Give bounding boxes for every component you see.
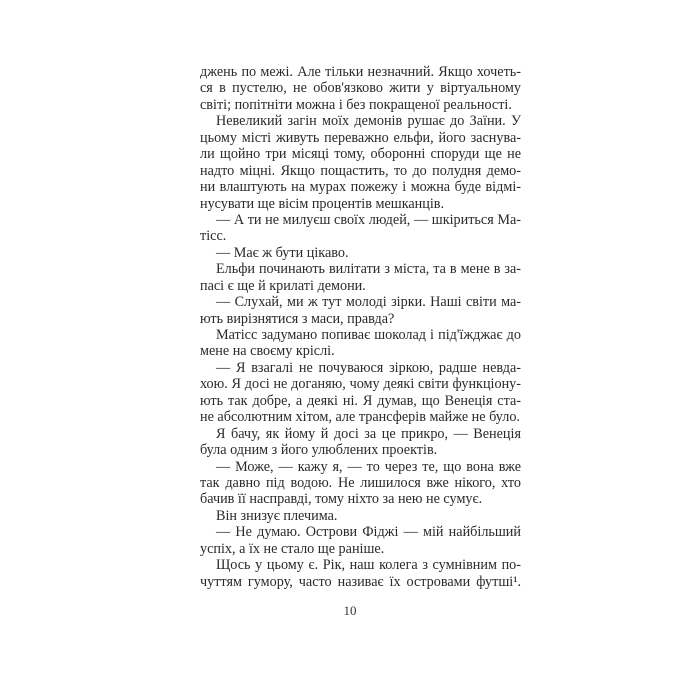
text-line: ли щойно три місяці тому, оборонні споруди ще не bbox=[200, 146, 521, 163]
text-line: Щось у цьому є. Рік, наш колега з сумнівним по- bbox=[216, 557, 521, 574]
text-line: тісс. bbox=[200, 228, 227, 245]
text-line: Я бачу, як йому й досі за це прикро, — Венеція bbox=[216, 425, 521, 442]
page-number: 10 bbox=[343, 603, 357, 618]
text-line: Ельфи починають вилітати з міста, та в мене в за- bbox=[216, 261, 521, 278]
text-line: надто міцні. Якщо пощастить, то до полудня демо- bbox=[200, 162, 521, 179]
text-line: була одним з його улюблених проектів. bbox=[200, 442, 438, 459]
text-line: Він знизує плечима. bbox=[216, 507, 338, 524]
text-line: ся в пустелю, не обов'язково жити у віртуальному bbox=[200, 80, 521, 97]
text-line: — Не думаю. Острови Фіджі — мій найбільший bbox=[216, 524, 521, 541]
page-body-text bbox=[200, 64, 521, 590]
text-line: Матісс задумано попиває шоколад і під'їжджає до bbox=[216, 327, 521, 343]
text-line: світі; попітніти можна і без покращеної реальності. bbox=[200, 96, 512, 113]
text-line: джень по межі. Але тільки незначний. Якщо хочеть- bbox=[200, 64, 521, 80]
text-line: хою. Я досі не доганяю, чому деякі світи функціону- bbox=[200, 376, 521, 393]
text-line: мене на своєму кріслі. bbox=[200, 343, 335, 360]
text-line: — Може, — кажу я, — то через те, що вона вже bbox=[216, 458, 521, 475]
text-line: нусувати ще вісім процентів мешканців. bbox=[200, 195, 445, 212]
text-line: так давно під водою. Не лишилося вже нікого, хто bbox=[200, 474, 521, 491]
text-line: — А ти не милуєш своїх людей, — шкіриться Ма- bbox=[216, 211, 521, 228]
text-line: цьому місті живуть переважно ельфи, його заснува- bbox=[200, 129, 521, 146]
text-line: — Має ж бути цікаво. bbox=[216, 244, 349, 261]
text-line: ни влаштують на мурах пожежу і можна буде відмі- bbox=[200, 179, 521, 196]
text-line: успіх, а їх не стало ще раніше. bbox=[200, 540, 385, 557]
text-line: пасі є ще й крилаті демони. bbox=[200, 277, 366, 294]
text-line: — Слухай, ми ж тут молоді зірки. Наші світи ма- bbox=[216, 294, 521, 311]
text-line: Невеликий загін моїх демонів рушає до Заїни. У bbox=[216, 113, 521, 130]
text-line: ють вирізнятися з маси, правда? bbox=[200, 310, 395, 327]
text-line: — Я взагалі не почуваюся зіркою, радше невда- bbox=[216, 359, 521, 376]
text-line: чуттям гумору, часто називає їх островами футші¹. bbox=[200, 573, 521, 590]
text-line: бачив її насправді, тому ніхто за нею не сумує. bbox=[200, 491, 483, 508]
text-line: ють так добре, а деякі ні. Я думав, що Венеція ста- bbox=[200, 392, 521, 409]
text-line: не абсолютним хітом, але трансферів майже не було. bbox=[200, 409, 520, 426]
